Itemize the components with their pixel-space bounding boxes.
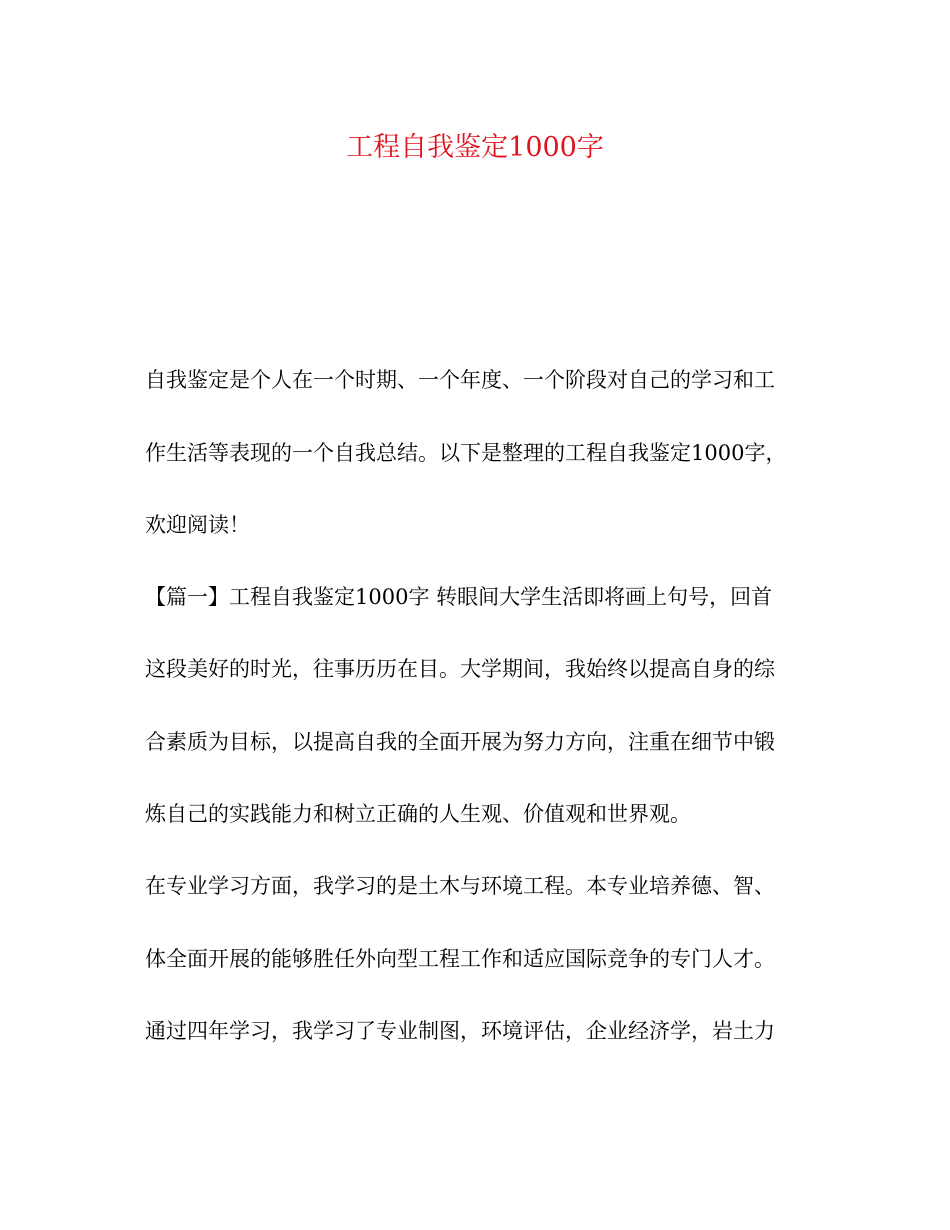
body-line: 体全面开展的能够胜任外向型工程工作和适应国际竞争的专门人才。: [145, 947, 775, 971]
body-line: 在专业学习方面，我学习的是土木与环境工程。本专业培养德、智、: [145, 874, 775, 898]
body-line: 炼自己的实践能力和树立正确的人生观、价值观和世界观。: [145, 802, 691, 826]
body-line: 作生活等表现的一个自我总结。以下是整理的工程自我鉴定1000字，: [145, 441, 787, 465]
body-line: 合素质为目标，以提高自我的全面开展为努力方向，注重在细节中锻: [145, 730, 775, 754]
document-title: 工程自我鉴定1000字: [346, 132, 604, 163]
body-line: 欢迎阅读！: [145, 513, 250, 537]
body-line: 自我鉴定是个人在一个时期、一个年度、一个阶段对自己的学习和工: [145, 368, 775, 392]
body-line: 通过四年学习，我学习了专业制图，环境评估，企业经济学，岩土力: [145, 1019, 775, 1043]
body-line: 【篇一】工程自我鉴定1000字 转眼间大学生活即将画上句号，回首: [145, 585, 773, 609]
body-line: 这段美好的时光，往事历历在目。大学期间，我始终以提高自身的综: [145, 657, 775, 681]
